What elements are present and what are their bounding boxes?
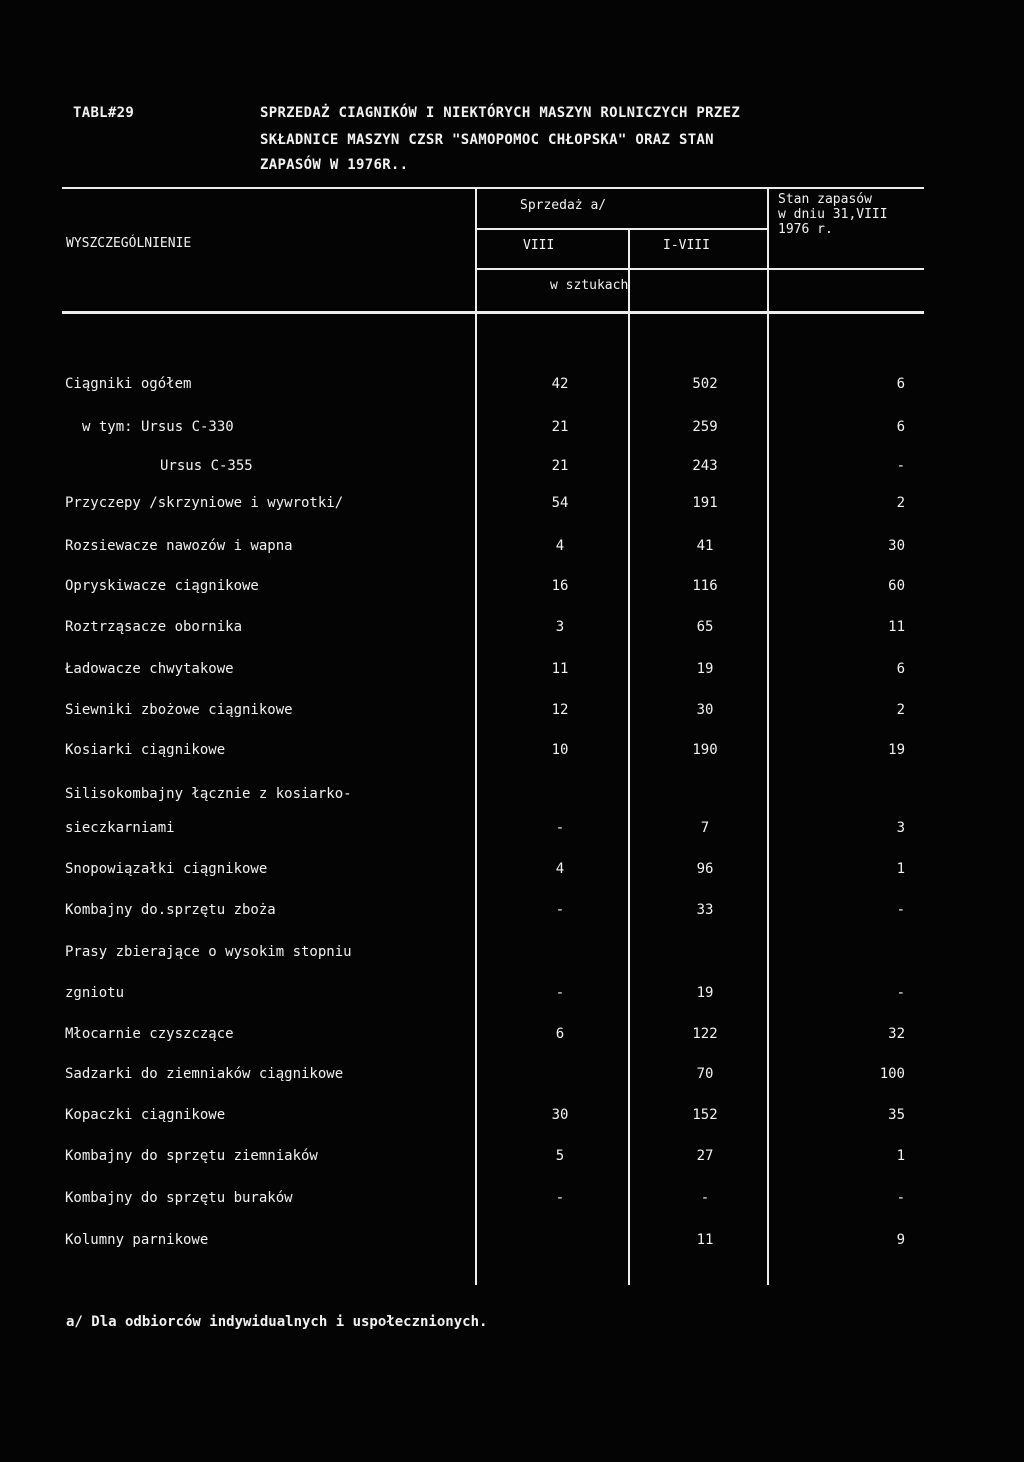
- cell-stock: 1: [896, 861, 905, 877]
- row-label: Sadzarki do ziemniaków ciągnikowe: [65, 1066, 344, 1082]
- cell-stock: 9: [896, 1232, 905, 1248]
- cell-i-viii: 152: [692, 1107, 718, 1123]
- cell-i-viii: 19: [696, 661, 714, 677]
- row-label: Kombajny do.sprzętu zboża: [65, 902, 276, 918]
- table-number: TABL#29: [73, 105, 135, 121]
- title-line-3: ZAPASÓW W 1976R..: [260, 157, 409, 173]
- cell-i-viii: 502: [692, 376, 718, 392]
- cell-viii: 10: [551, 742, 569, 758]
- cell-i-viii: 65: [696, 619, 714, 635]
- cell-stock: 11: [888, 619, 905, 635]
- row-label: Ursus C-355: [160, 458, 253, 474]
- table-top-rule: [62, 187, 924, 189]
- row-label: Ciągniki ogółem: [65, 376, 192, 392]
- sales-subheader-rule: [477, 228, 767, 230]
- header-sales-group: Sprzedaż a/: [520, 198, 607, 213]
- cell-viii: 42: [551, 376, 569, 392]
- cell-stock: 100: [879, 1066, 905, 1082]
- row-label: Kopaczki ciągnikowe: [65, 1107, 226, 1123]
- cell-stock: 60: [888, 578, 905, 594]
- cell-i-viii: 30: [696, 702, 714, 718]
- column-divider-1: [475, 187, 477, 1285]
- cell-i-viii: 122: [692, 1026, 718, 1042]
- cell-viii: 4: [555, 538, 565, 554]
- cell-stock: 35: [888, 1107, 905, 1123]
- row-label: Kosiarki ciągnikowe: [65, 742, 226, 758]
- cell-viii: -: [555, 1190, 565, 1206]
- header-stock-line-1: Stan zapasów: [778, 192, 872, 207]
- cell-viii: 3: [555, 619, 565, 635]
- cell-stock: 3: [896, 820, 905, 836]
- header-viii: VIII: [523, 238, 555, 253]
- footnote: a/ Dla odbiorców indywidualnych i uspołecznionych.: [66, 1314, 488, 1330]
- row-label: Silisokombajny łącznie z kosiarko-: [65, 786, 352, 802]
- row-label: Młocarnie czyszczące: [65, 1026, 234, 1042]
- row-label: Siewniki zbożowe ciągnikowe: [65, 702, 293, 718]
- cell-stock: 2: [896, 702, 905, 718]
- cell-stock: 6: [896, 376, 905, 392]
- header-stock: [778, 192, 888, 237]
- row-label: Opryskiwacze ciągnikowe: [65, 578, 259, 594]
- cell-viii: -: [555, 902, 565, 918]
- row-label: Roztrząsacze obornika: [65, 619, 243, 635]
- cell-stock: 6: [896, 661, 905, 677]
- cell-viii: 4: [555, 861, 565, 877]
- header-description: WYSZCZEGÓLNIENIE: [66, 236, 192, 251]
- row-label: Kombajny do sprzętu ziemniaków: [65, 1148, 318, 1164]
- row-label: sieczkarniami: [65, 820, 175, 836]
- unit-rule: [477, 268, 924, 270]
- cell-i-viii: 190: [692, 742, 718, 758]
- cell-viii: 16: [551, 578, 569, 594]
- row-label: w tym: Ursus C-330: [82, 419, 234, 435]
- row-label: Rozsiewacze nawozów i wapna: [65, 538, 293, 554]
- cell-viii: 12: [551, 702, 569, 718]
- cell-stock: 32: [888, 1026, 905, 1042]
- cell-viii: 5: [555, 1148, 565, 1164]
- cell-i-viii: 96: [696, 861, 714, 877]
- cell-stock: -: [896, 458, 905, 474]
- cell-viii: 54: [551, 495, 569, 511]
- cell-viii: 21: [551, 458, 569, 474]
- header-i-viii: I-VIII: [663, 238, 710, 253]
- row-label: zgniotu: [65, 985, 125, 1001]
- cell-stock: 6: [896, 419, 905, 435]
- cell-i-viii: 7: [700, 820, 710, 836]
- column-divider-2: [628, 229, 630, 1285]
- cell-stock: -: [896, 902, 905, 918]
- header-stock-line-3: 1976 r.: [778, 222, 833, 237]
- cell-i-viii: 27: [696, 1148, 714, 1164]
- row-label: Snopowiązałki ciągnikowe: [65, 861, 268, 877]
- cell-i-viii: 11: [696, 1232, 714, 1248]
- title-line-2: SKŁADNICE MASZYN CZSR "SAMOPOMOC CHŁOPSKA" ORAZ STAN: [260, 132, 714, 148]
- cell-stock: -: [896, 1190, 905, 1206]
- row-label: Przyczepy /skrzyniowe i wywrotki/: [65, 495, 344, 511]
- cell-stock: 30: [888, 538, 905, 554]
- cell-i-viii: 19: [696, 985, 714, 1001]
- row-label: Ładowacze chwytakowe: [65, 661, 234, 677]
- row-label: Kombajny do sprzętu buraków: [65, 1190, 293, 1206]
- header-bottom-rule: [62, 311, 924, 314]
- cell-i-viii: 33: [696, 902, 714, 918]
- cell-i-viii: 259: [692, 419, 718, 435]
- cell-viii: -: [555, 820, 565, 836]
- title-line-1: SPRZEDAŻ CIAGNIKÓW I NIEKTÓRYCH MASZYN ROLNICZYCH PRZEZ: [260, 105, 741, 121]
- row-label: Prasy zbierające o wysokim stopniu: [65, 944, 352, 960]
- cell-stock: 1: [896, 1148, 905, 1164]
- cell-i-viii: 116: [692, 578, 718, 594]
- cell-i-viii: -: [700, 1190, 710, 1206]
- cell-i-viii: 70: [696, 1066, 714, 1082]
- cell-stock: -: [896, 985, 905, 1001]
- row-label: Kolumny parnikowe: [65, 1232, 209, 1248]
- column-divider-3: [767, 187, 769, 1285]
- cell-viii: 21: [551, 419, 569, 435]
- cell-viii: -: [555, 985, 565, 1001]
- cell-stock: 19: [888, 742, 905, 758]
- cell-viii: 11: [551, 661, 569, 677]
- cell-i-viii: 191: [692, 495, 718, 511]
- cell-stock: 2: [896, 495, 905, 511]
- cell-i-viii: 41: [696, 538, 714, 554]
- cell-viii: 30: [551, 1107, 569, 1123]
- header-stock-line-2: w dniu 31,VIII: [778, 207, 888, 222]
- cell-viii: 6: [555, 1026, 565, 1042]
- cell-i-viii: 243: [692, 458, 718, 474]
- header-unit: w sztukach: [550, 278, 629, 293]
